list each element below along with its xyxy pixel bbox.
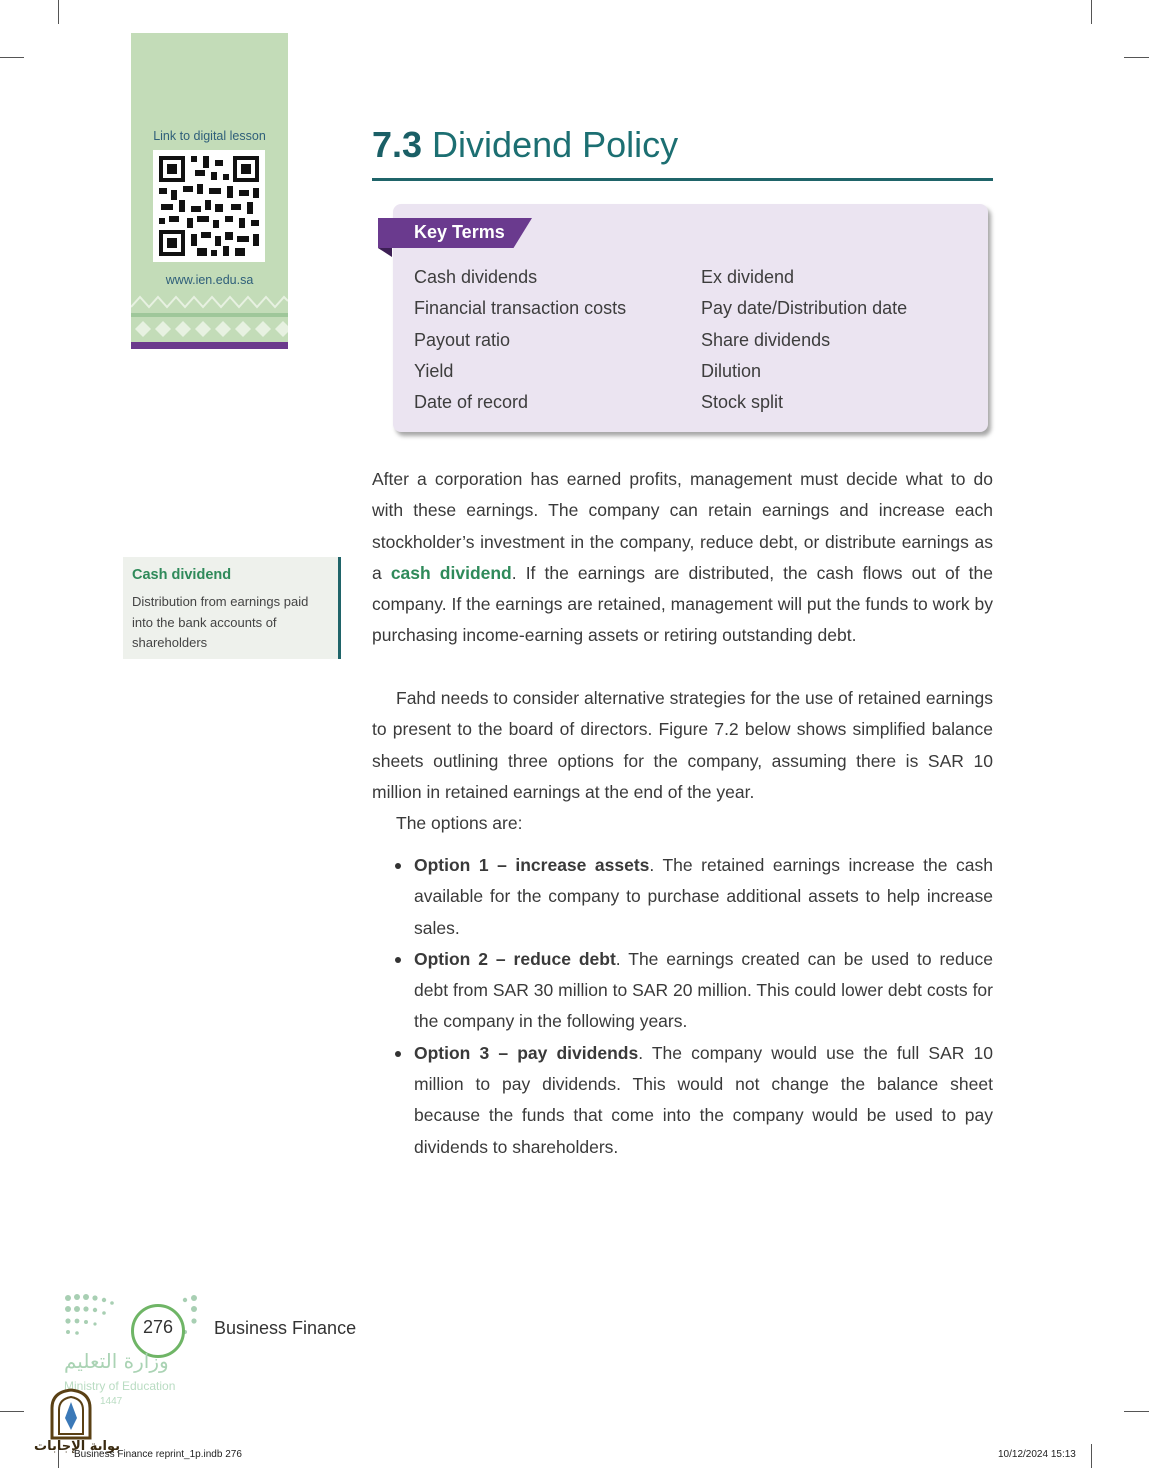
crop-mark bbox=[1091, 1444, 1092, 1468]
paragraph-text: After a corporation has earned profits, management must decide what to do with these earnings. The company can retain earnings and increase each stockholder’s investment in the company, reduce debt, or distribute earnings as a bbox=[372, 469, 993, 583]
key-term: Yield bbox=[414, 361, 454, 381]
bullet-icon bbox=[395, 1051, 401, 1057]
section-heading bbox=[372, 124, 678, 166]
key-term: Payout ratio bbox=[414, 330, 511, 350]
option-text: . The company would use the full SAR 10 million to pay dividends. This would not change the balance sheet because the funds that come into the company would be used to pay dividends to shareholders. bbox=[414, 1042, 993, 1157]
print-slug-date: 10/12/2024 15:13 bbox=[998, 1449, 1076, 1460]
crop-mark bbox=[58, 0, 59, 24]
crop-mark bbox=[1091, 0, 1092, 24]
page-number: 276 bbox=[142, 1317, 174, 1337]
crop-mark bbox=[0, 57, 24, 58]
bullet-icon bbox=[395, 957, 401, 963]
key-term: Cash dividends bbox=[414, 267, 538, 287]
list-item bbox=[414, 1038, 993, 1163]
list-item bbox=[414, 944, 993, 1038]
list-item bbox=[414, 850, 993, 944]
key-term: Pay date/Distribution date bbox=[701, 298, 908, 318]
body-paragraph: Fahd needs to consider alternative strategies for the use of retained earnings to present to the board of directors. Figure 7.2 below shows simplified balance sheets outlining three options for the company, assuming there is SAR 10 million in retained earnings at the end of the year. bbox=[372, 688, 993, 802]
qr-code-icon[interactable] bbox=[153, 150, 265, 262]
watermark-logo-icon bbox=[48, 1388, 94, 1440]
options-list bbox=[414, 850, 993, 1163]
key-term: Ex dividend bbox=[701, 267, 795, 287]
bullet-icon bbox=[395, 863, 401, 869]
option-lead: Option 3 – pay dividends bbox=[414, 1042, 639, 1063]
lesson-url[interactable]: www.ien.edu.sa bbox=[165, 273, 254, 287]
key-term: Share dividends bbox=[701, 330, 831, 350]
key-terms-label: Key Terms bbox=[414, 222, 505, 242]
definition-term: Cash dividend bbox=[132, 567, 232, 583]
key-term: Date of record bbox=[414, 392, 529, 412]
option-lead: Option 2 – reduce debt bbox=[414, 948, 616, 969]
key-term: Dilution bbox=[701, 361, 762, 381]
panel-accent-bar bbox=[131, 342, 288, 349]
edition-year: 1447 bbox=[100, 1396, 123, 1407]
definition-text: Distribution from earnings paid into the bank accounts of shareholders bbox=[132, 594, 309, 650]
body-paragraph bbox=[372, 464, 993, 652]
key-terms-tab-fold bbox=[378, 248, 392, 257]
heading-rule bbox=[372, 178, 993, 181]
watermark-text: بوابة الإجابات bbox=[34, 1439, 120, 1454]
section-number: 7.3 bbox=[372, 124, 423, 165]
running-footer-title: Business Finance bbox=[214, 1318, 357, 1338]
keyword-cash-dividend: cash dividend bbox=[390, 562, 512, 583]
crop-mark bbox=[1124, 57, 1149, 58]
crop-mark bbox=[1124, 1411, 1149, 1412]
crop-mark bbox=[0, 1411, 24, 1412]
section-title: Dividend Policy bbox=[432, 124, 679, 165]
option-lead: Option 1 – increase assets bbox=[414, 855, 650, 875]
paragraph-text: . If the earnings are distributed, the cash flows out of the company. If the earnings are retained, management will put the funds to work by purchasing income-earning assets or retiring outstanding debt. bbox=[372, 562, 993, 646]
key-term: Stock split bbox=[701, 392, 784, 412]
ministry-name-arabic: وزارة التعليم bbox=[64, 1349, 169, 1373]
option-text: . The earnings created can be used to reduce debt from SAR 30 million to SAR 20 million. This could lower debt costs for the company in the following years. bbox=[414, 948, 993, 1032]
key-term: Financial transaction costs bbox=[414, 298, 627, 318]
digital-lesson-link[interactable]: Link to digital lesson bbox=[153, 129, 266, 143]
print-slug-file: Business Finance reprint_1p.indb 276 bbox=[74, 1449, 242, 1460]
ministry-name-english: Ministry of Education bbox=[64, 1379, 176, 1393]
decorative-pattern bbox=[131, 295, 288, 343]
digital-lesson-panel bbox=[131, 33, 288, 349]
margin-definition bbox=[123, 557, 341, 659]
options-intro: The options are: bbox=[396, 813, 523, 833]
option-text: . The retained earnings increase the cash available for the company to purchase additional assets to help increase sales. bbox=[414, 855, 993, 938]
